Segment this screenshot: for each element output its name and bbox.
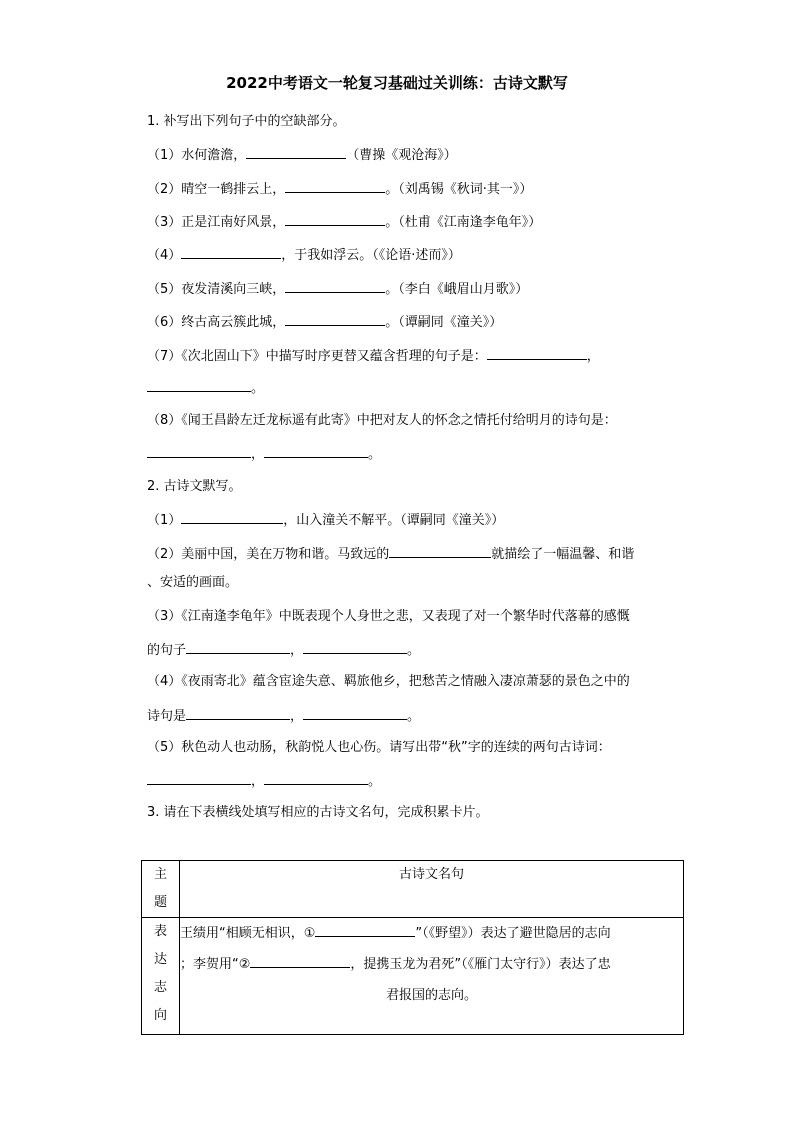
q1-item-2-prefix: （2）晴空一鹤排云上，: [147, 182, 286, 197]
answer-blank[interactable]: [147, 771, 251, 785]
answer-blank[interactable]: [264, 444, 368, 458]
answer-blank[interactable]: [487, 346, 587, 360]
q2-item-5-line2: [147, 771, 381, 791]
q1-item-2-source: 。（刘禹锡《秋词·其一》）: [385, 182, 533, 197]
theme-char: 达: [153, 952, 167, 967]
answer-blank-1[interactable]: [315, 923, 415, 937]
q1-item-1: [147, 145, 457, 165]
q1-item-4: [147, 245, 461, 265]
quote-line-1: [180, 918, 683, 949]
answer-blank[interactable]: [285, 179, 385, 193]
header-theme-char: 题: [153, 895, 167, 910]
q1-item-6-prefix: （6）终古高云簇此城，: [147, 315, 286, 330]
answer-blank[interactable]: [181, 245, 281, 259]
blank-number-1: ①: [303, 926, 316, 941]
header-quote-label: 古诗文名句: [398, 867, 464, 882]
answer-blank[interactable]: [303, 706, 407, 720]
quote-text: 王绩用“相顾无相识，: [180, 926, 304, 941]
q2-item-4-comma: ，: [290, 709, 304, 724]
q2-item-4: （4）《夜雨寄北》蕴含宦途失意、羁旅他乡，把愁苦之情融入凄凉萧瑟的景色之中的: [147, 674, 630, 689]
q1-item-1-prefix: （1）水何澹澹，: [147, 148, 247, 163]
q1-item-6: [147, 312, 502, 332]
q2-item-4-end: 。: [407, 709, 421, 724]
answer-blank[interactable]: [285, 212, 385, 226]
q1-item-1-source: （曹操《观沧海》）: [346, 148, 457, 163]
answer-blank[interactable]: [246, 145, 346, 159]
q1-item-8-prompt: （8）《闻王昌龄左迁龙标遥有此寄》中把对友人的怀念之情托付给明月的诗句是：: [147, 413, 617, 428]
q1-item-5-source: 。（李白《峨眉山月歌》）: [385, 282, 529, 297]
q2-item-1-source: ，山入潼关不解平。（谭嗣同《潼关》）: [283, 513, 505, 528]
page-title: 2022中考语文一轮复习基础过关训练：古诗文默写: [226, 74, 568, 92]
q2-item-3-line2: [147, 640, 420, 660]
q1-item-8-line2: [147, 444, 381, 464]
answer-blank[interactable]: [186, 640, 290, 654]
q2-item-3-prefix: 的句子: [147, 643, 187, 658]
answer-blank-2[interactable]: [250, 954, 350, 968]
q3-stem: 3. 请在下表横线处填写相应的古诗文名句，完成积累卡片。: [147, 805, 489, 820]
blank-number-2: ②: [238, 957, 251, 972]
answer-blank[interactable]: [147, 444, 251, 458]
q2-item-3: （3）《江南逢李龟年》中既表现个人身世之悲，又表现了对一个繁华时代落幕的感慨: [147, 609, 630, 624]
q1-item-8-comma: ，: [251, 447, 265, 462]
theme-char: 向: [153, 1008, 167, 1023]
q1-item-7-prompt: （7）《次北固山下》中描写时序更替又蕴含哲理的句子是：: [147, 349, 487, 364]
q1-item-8: [147, 412, 617, 430]
q1-item-4-source: ，于我如浮云。（《论语·述而》）: [281, 248, 461, 263]
answer-blank[interactable]: [303, 640, 407, 654]
q1-item-3-source: 。（杜甫《江南逢李龟年》）: [385, 215, 542, 230]
answer-blank[interactable]: [285, 279, 385, 293]
answer-blank[interactable]: [264, 771, 368, 785]
q1-item-5-prefix: （5）夜发清溪向三峡，: [147, 282, 286, 297]
q1-stem: 1. 补写出下列句子中的空缺部分。: [147, 114, 346, 129]
answer-blank[interactable]: [285, 312, 385, 326]
q1-item-3: [147, 212, 541, 232]
header-theme-char: 主: [153, 867, 167, 882]
q1-item-4-prefix: （4）: [147, 248, 182, 263]
q2-stem: 2. 古诗文默写。: [147, 479, 242, 494]
quote-line-3: 君报国的志向。: [385, 988, 477, 1003]
q2-item-5: （5）秋色动人也动肠，秋韵悦人也心伤。请写出带“秋”字的连续的两句古诗词：: [147, 740, 611, 755]
q1-item-5: [147, 279, 528, 299]
q2-item-3-comma: ，: [290, 643, 304, 658]
answer-blank[interactable]: [147, 378, 251, 392]
theme-cell: [142, 918, 180, 1035]
q2-item-2-suffix: 就描绘了一幅温馨、和谐: [491, 547, 635, 562]
q1-item-7-line2: [147, 378, 264, 398]
table-row: [142, 918, 684, 1035]
q2-item-1-prefix: （1）: [147, 513, 182, 528]
q2-item-2: [147, 544, 634, 564]
q1-item-7: [147, 346, 600, 366]
answer-blank[interactable]: [389, 544, 491, 558]
accumulation-card-table: [141, 860, 684, 1035]
q2-item-5-end: 。: [368, 774, 382, 789]
header-quote-cell: [180, 861, 684, 918]
q2-item-5-comma: ，: [251, 774, 265, 789]
quote-line-2: [180, 949, 683, 980]
q2-item-4-prefix: 诗句是: [147, 709, 187, 724]
answer-blank[interactable]: [186, 706, 290, 720]
quote-text: ；李贺用“: [180, 957, 239, 972]
q2-item-1: [147, 510, 504, 530]
q1-item-2: [147, 179, 532, 199]
q2-item-4-line2: [147, 706, 420, 726]
quote-text: ，提携玉龙为君死”（《雁门太守行》）表达了忠: [350, 957, 611, 972]
q1-item-7-comma: ，: [586, 349, 600, 364]
q1-item-8-end: 。: [368, 447, 382, 462]
answer-blank[interactable]: [181, 510, 283, 524]
q1-item-7-end: 。: [251, 381, 265, 396]
theme-char: 表: [153, 924, 167, 939]
q2-item-3-end: 。: [407, 643, 421, 658]
header-theme-cell: [142, 861, 180, 918]
table-header-row: [142, 861, 684, 918]
theme-char: 志: [153, 980, 167, 995]
q1-item-3-prefix: （3）正是江南好风景，: [147, 215, 286, 230]
q1-item-6-source: 。（谭嗣同《潼关》）: [385, 315, 503, 330]
q2-item-2-prefix: （2）美丽中国，美在万物和谐。马致远的: [147, 547, 390, 562]
q2-item-2-line2: 、安适的画面。: [147, 575, 239, 590]
quote-cell: [180, 918, 684, 1035]
quote-text: ”（《野望》）表达了避世隐居的志向: [415, 926, 611, 941]
